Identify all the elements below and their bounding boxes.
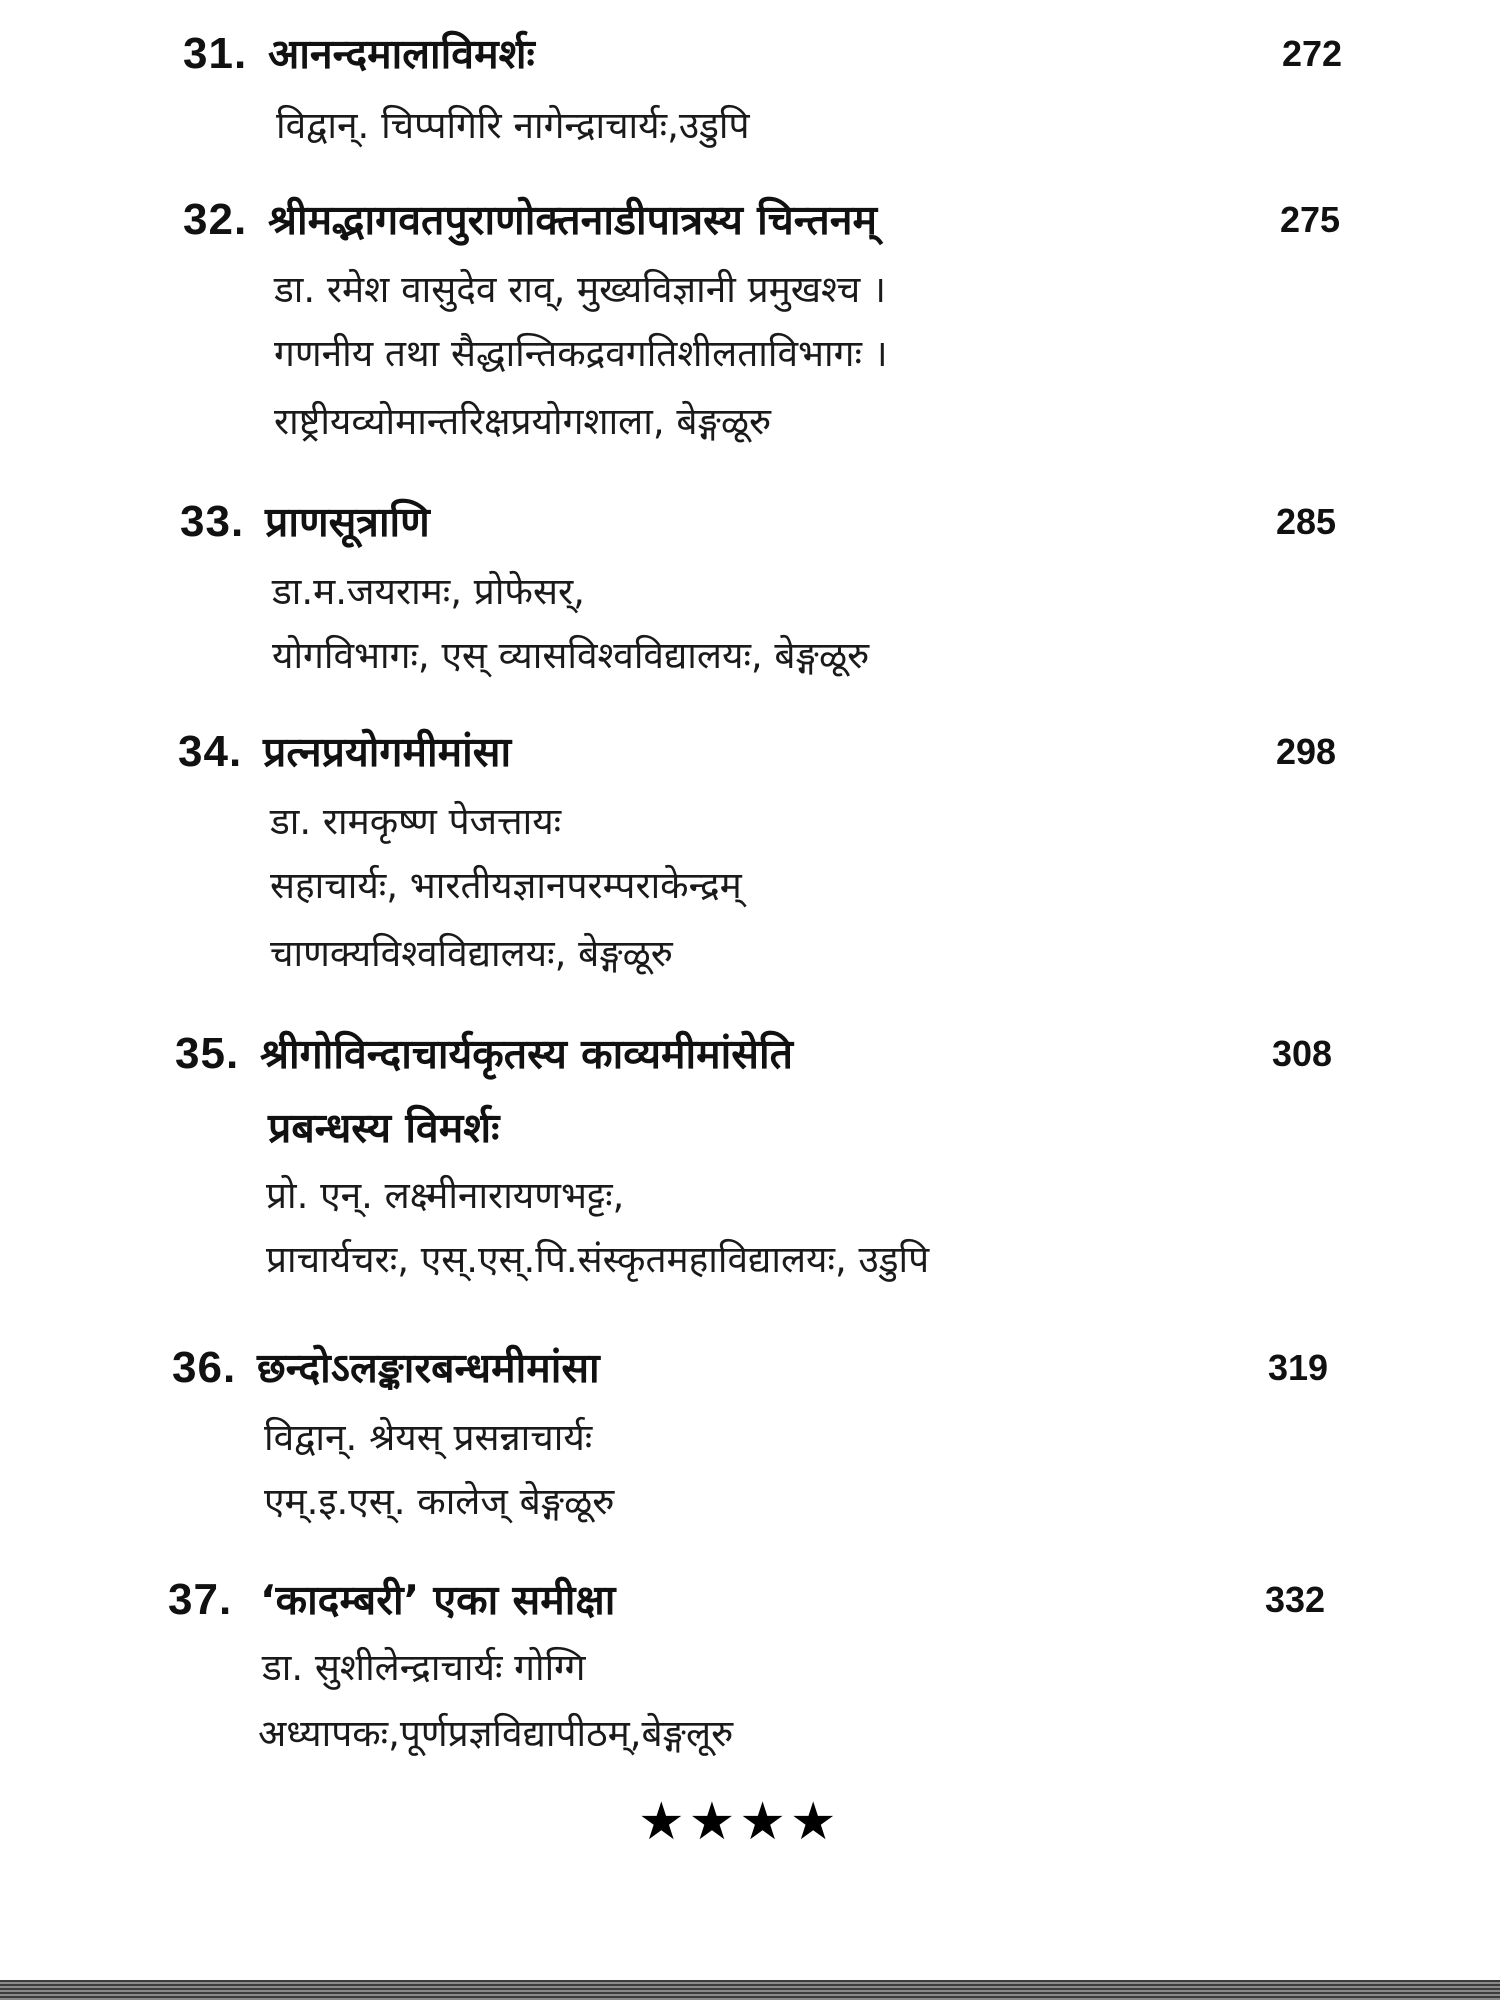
entry-title: छन्दोऽलङ्कारबन्धमीमांसा [257,1344,600,1392]
entry-title-continuation: प्रबन्धस्य विमर्शः [268,1104,500,1152]
entry-title-line [0,22,1500,86]
toc-entry [0,1022,1500,1294]
entry-author-line: सहाचार्यः, भारतीयज्ञानपरम्पराकेन्द्रम् [270,864,742,907]
entry-author-line: चाणक्यविश्वविद्यालयः, बेङ्गळूरु [270,932,673,975]
toc-entry [0,188,1500,456]
entry-author-line: डा. सुशीलेन्द्राचार्यः गोग्गि [262,1646,586,1689]
entry-author-line: डा. रामकृष्ण पेजत्तायः [270,800,562,843]
entry-number: 34. [178,727,243,776]
entry-author-line: प्रो. एन्. लक्ष्मीनारायणभट्टः, [266,1174,625,1217]
entry-title-line [0,1568,1500,1632]
entry-number: 33. [180,497,245,546]
entry-title-line [0,490,1500,554]
entry-number: 31. [183,29,248,78]
entry-page-number: 308 [1272,1033,1333,1074]
end-mark-stars: ★★★★ [638,1792,841,1852]
entry-page-number: 272 [1282,33,1343,74]
entry-author-line: योगविभागः, एस् व्यासविश्वविद्यालयः, बेङ्गळूरु [272,634,870,677]
entry-author-line: गणनीय तथा सैद्धान्तिकद्रवगतिशीलताविभागः । [274,332,888,375]
entry-author-line: डा. रमेश वासुदेव राव्, मुख्यविज्ञानी प्रमुखश्च । [274,268,887,311]
entry-author-line: डा.म.जयरामः, प्रोफेसर्, [272,570,585,613]
entry-title: आनन्दमालाविमर्शः [268,30,535,78]
entry-title-line [0,720,1500,784]
entry-number: 36. [172,1343,237,1392]
entry-page-number: 298 [1276,731,1337,772]
entry-title: श्रीमद्भागवतपुराणोक्तनाडीपात्रस्य चिन्तनम् [268,196,878,244]
entry-page-number: 332 [1265,1579,1326,1620]
entry-author-line: एम्.इ.एस्. कालेज् बेङ्गळूरु [264,1480,615,1523]
entry-title: प्रत्नप्रयोगमीमांसा [263,728,512,776]
entry-number: 35. [175,1029,240,1078]
entry-title: प्राणसूत्राणि [265,498,430,546]
entry-title-line [0,1022,1500,1086]
scan-bottom-edge [0,1980,1500,2000]
toc-entry [0,490,1500,690]
entry-page-number: 285 [1276,501,1337,542]
toc-entry [0,22,1500,154]
entry-author-line: विद्वान्. चिप्पगिरि नागेन्द्राचार्यः,उडुपि [276,104,750,147]
entry-title-line [0,188,1500,252]
entry-number: 37. [168,1575,233,1624]
entry-author-line: प्राचार्यचरः, एस्.एस्.पि.संस्कृतमहाविद्यालयः, उडुपि [266,1238,930,1281]
entry-author-line: राष्ट्रीयव्योमान्तरिक्षप्रयोगशाला, बेङ्गळूरु [274,400,772,443]
entry-title: श्रीगोविन्दाचार्यकृतस्य काव्यमीमांसेति [260,1030,794,1078]
entry-title-line [0,1336,1500,1400]
entry-author-line: अध्यापकः,पूर्णप्रज्ञविद्यापीठम्,बेङ्गलूरु [258,1712,734,1755]
toc-entry [0,720,1500,988]
toc-entry [0,1336,1500,1536]
entry-number: 32. [183,195,248,244]
entry-page-number: 319 [1268,1347,1329,1388]
entry-page-number: 275 [1280,199,1341,240]
toc-entry [0,1568,1500,1768]
entry-title: ‘कादम्बरी’ एका समीक्षा [260,1576,616,1624]
entry-author-line: विद्वान्. श्रेयस् प्रसन्नाचार्यः [264,1416,593,1459]
